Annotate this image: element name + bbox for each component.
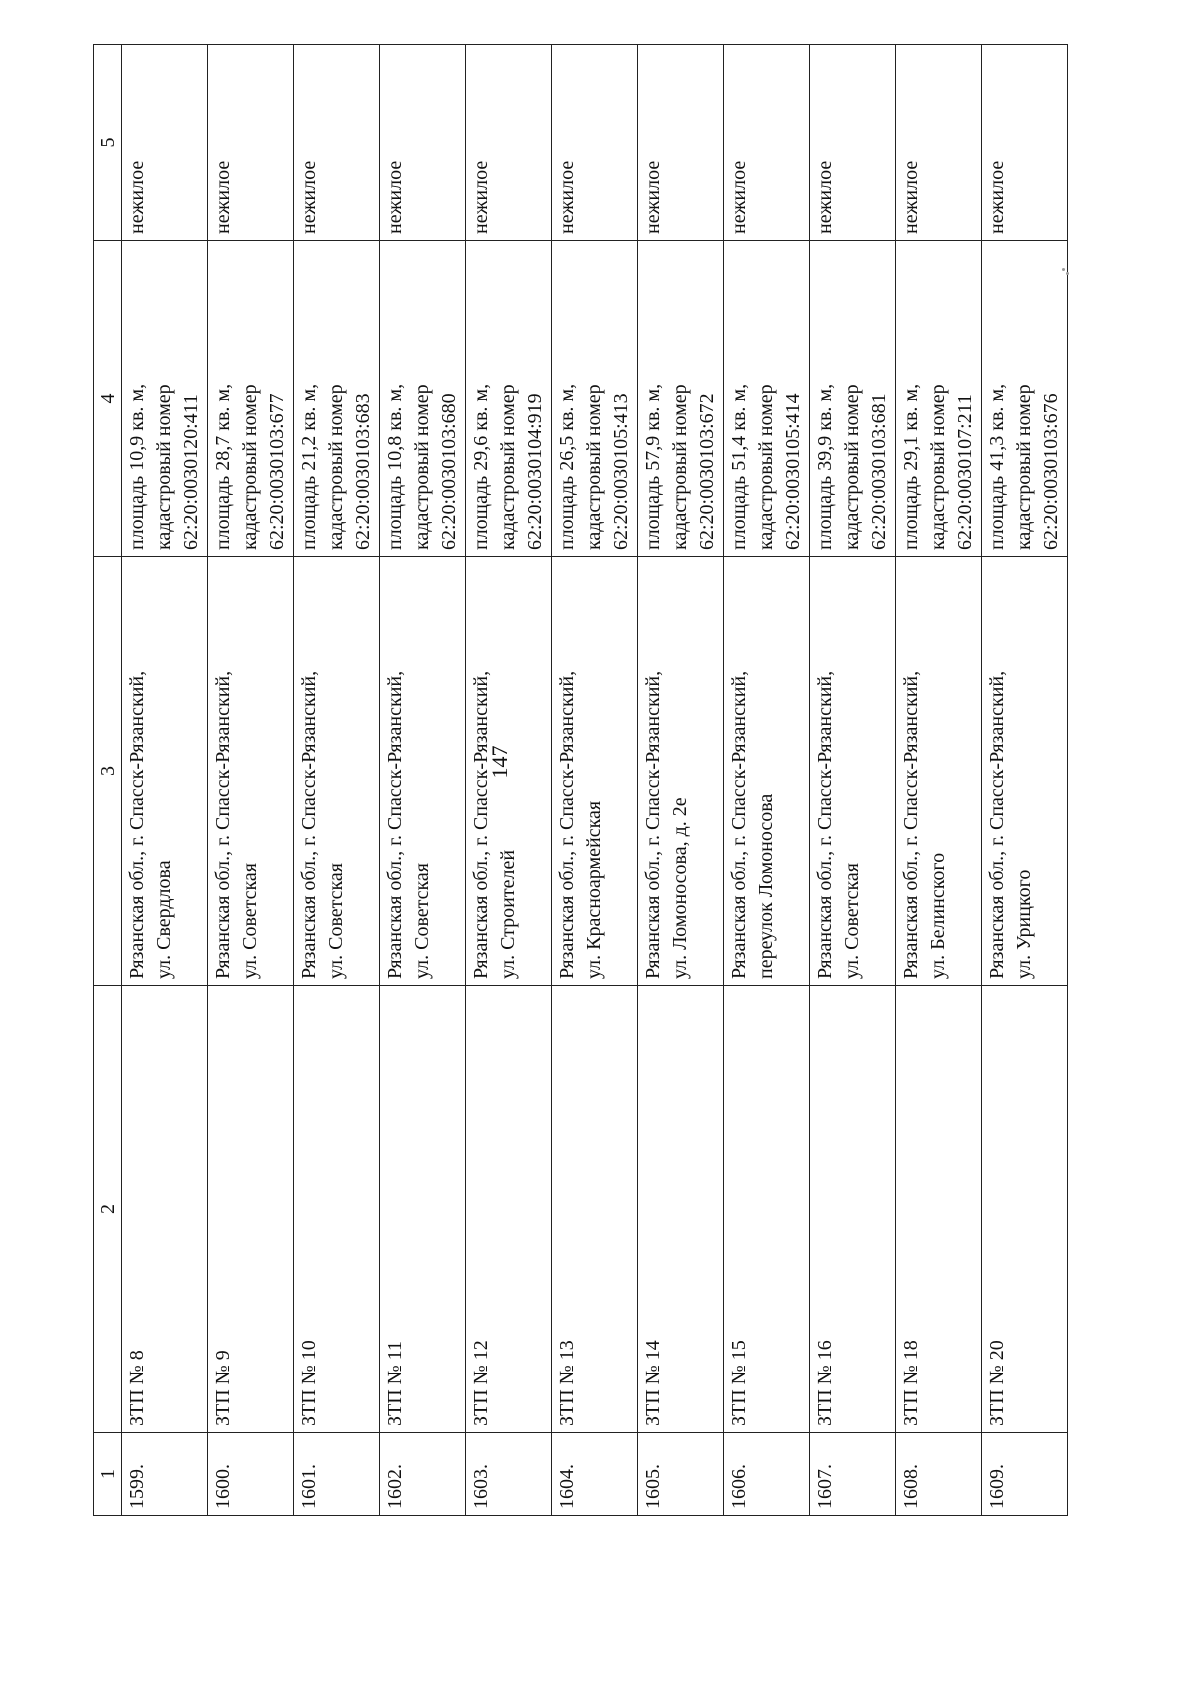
address-line-1: Рязанская обл., г. Спасск-Рязанский,	[728, 670, 750, 979]
address-line-1: Рязанская обл., г. Спасск-Рязанский,	[298, 670, 320, 979]
table-row	[724, 45, 810, 1516]
object-address	[380, 557, 466, 986]
object-description	[466, 241, 552, 557]
row-number: 1609.	[982, 1433, 1068, 1516]
area-line: площадь 29,1 кв. м,	[900, 383, 922, 550]
object-name: ЗТП № 16	[810, 986, 896, 1433]
object-address	[208, 557, 294, 986]
area-line: площадь 10,8 кв. м,	[384, 383, 406, 550]
area-line: площадь 39,9 кв. м,	[814, 383, 836, 550]
object-description	[208, 241, 294, 557]
cadastral-label: кадастровый номер	[669, 384, 691, 550]
object-address	[896, 557, 982, 986]
object-description	[982, 241, 1068, 557]
object-description	[552, 241, 638, 557]
header-cell-2: 2	[94, 986, 122, 1433]
address-line-2: ул. Ломоносова, д. 2е	[669, 797, 691, 979]
header-cell-5: 5	[94, 45, 122, 241]
address-line-1: Рязанская обл., г. Спасск-Рязанский,	[384, 670, 406, 979]
row-number: 1608.	[896, 1433, 982, 1516]
header-row	[94, 45, 122, 1516]
object-name: ЗТП № 15	[724, 986, 810, 1433]
object-address	[466, 557, 552, 986]
object-description	[896, 241, 982, 557]
address-line-2: ул. Советская	[325, 863, 347, 979]
header-cell-4: 4	[94, 241, 122, 557]
row-number: 1604.	[552, 1433, 638, 1516]
scan-speck	[1062, 268, 1065, 271]
object-address	[810, 557, 896, 986]
page-number: 147	[487, 745, 512, 779]
address-line-1: Рязанская обл., г. Спасск-Рязанский,	[126, 670, 148, 979]
row-number: 1602.	[380, 1433, 466, 1516]
object-type: нежилое	[638, 45, 724, 241]
property-table	[93, 44, 1068, 1516]
header-cell-3: 3	[94, 557, 122, 986]
address-line-2: ул. Красноармейская	[583, 800, 605, 979]
object-address	[294, 557, 380, 986]
cadastral-label: кадастровый номер	[239, 384, 261, 550]
cadastral-label: кадастровый номер	[1013, 384, 1035, 550]
area-line: площадь 57,9 кв. м,	[642, 383, 664, 550]
object-type: нежилое	[122, 45, 208, 241]
cadastral-number: 62:20:0030103:680	[438, 393, 460, 550]
object-address	[982, 557, 1068, 986]
address-line-1: Рязанская обл., г. Спасск-Рязанский,	[556, 670, 578, 979]
address-line-1: Рязанская обл., г. Спасск-Рязанский,	[986, 670, 1008, 979]
object-name: ЗТП № 10	[294, 986, 380, 1433]
object-name: ЗТП № 11	[380, 986, 466, 1433]
object-name: ЗТП № 14	[638, 986, 724, 1433]
object-type: нежилое	[208, 45, 294, 241]
address-line-2: переулок Ломоносова	[755, 793, 777, 979]
address-line-2: ул. Советская	[841, 863, 863, 979]
object-name: ЗТП № 12	[466, 986, 552, 1433]
object-type: нежилое	[982, 45, 1068, 241]
address-line-1: Рязанская обл., г. Спасск-Рязанский,	[642, 670, 664, 979]
table-row	[294, 45, 380, 1516]
object-name: ЗТП № 18	[896, 986, 982, 1433]
table-row	[466, 45, 552, 1516]
table-row	[896, 45, 982, 1516]
area-line: площадь 51,4 кв. м,	[728, 383, 750, 550]
cadastral-number: 62:20:0030103:676	[1040, 393, 1062, 550]
object-type: нежилое	[896, 45, 982, 241]
address-line-2: ул. Строителей	[497, 849, 519, 979]
cadastral-number: 62:20:0030104:919	[524, 393, 546, 550]
object-name: ЗТП № 20	[982, 986, 1068, 1433]
address-line-2: ул. Советская	[411, 863, 433, 979]
object-type: нежилое	[380, 45, 466, 241]
row-number: 1600.	[208, 1433, 294, 1516]
cadastral-number: 62:20:0030120:411	[180, 394, 202, 550]
cadastral-number: 62:20:0030103:677	[266, 393, 288, 550]
address-line-1: Рязанская обл., г. Спасск-Рязанский,	[470, 670, 492, 979]
scan-speck	[1066, 272, 1069, 275]
cadastral-number: 62:20:0030105:414	[782, 393, 804, 550]
object-name: ЗТП № 9	[208, 986, 294, 1433]
object-description	[122, 241, 208, 557]
object-address	[638, 557, 724, 986]
object-address	[122, 557, 208, 986]
cadastral-number: 62:20:0030105:413	[610, 393, 632, 550]
cadastral-label: кадастровый номер	[583, 384, 605, 550]
cadastral-label: кадастровый номер	[841, 384, 863, 550]
table-row	[982, 45, 1068, 1516]
object-name: ЗТП № 8	[122, 986, 208, 1433]
row-number: 1607.	[810, 1433, 896, 1516]
object-description	[380, 241, 466, 557]
area-line: площадь 28,7 кв. м,	[212, 383, 234, 550]
property-table-container	[93, 50, 1061, 1516]
cadastral-label: кадастровый номер	[153, 384, 175, 550]
address-line-2: ул. Советская	[239, 863, 261, 979]
table-row	[638, 45, 724, 1516]
cadastral-number: 62:20:0030103:672	[696, 393, 718, 550]
address-line-1: Рязанская обл., г. Спасск-Рязанский,	[212, 670, 234, 979]
cadastral-label: кадастровый номер	[411, 384, 433, 550]
area-line: площадь 41,3 кв. м,	[986, 383, 1008, 550]
table-row	[380, 45, 466, 1516]
header-cell-1: 1	[94, 1433, 122, 1516]
cadastral-label: кадастровый номер	[497, 384, 519, 550]
object-type: нежилое	[294, 45, 380, 241]
address-line-1: Рязанская обл., г. Спасск-Рязанский,	[900, 670, 922, 979]
object-description	[810, 241, 896, 557]
object-type: нежилое	[466, 45, 552, 241]
object-description	[724, 241, 810, 557]
cadastral-number: 62:20:0030107:211	[954, 394, 976, 550]
table-row	[208, 45, 294, 1516]
address-line-2: ул. Урицкого	[1013, 869, 1035, 979]
table-row	[810, 45, 896, 1516]
address-line-2: ул. Свердлова	[153, 860, 175, 979]
object-address	[552, 557, 638, 986]
address-line-1: Рязанская обл., г. Спасск-Рязанский,	[814, 670, 836, 979]
object-name: ЗТП № 13	[552, 986, 638, 1433]
row-number: 1606.	[724, 1433, 810, 1516]
object-description	[294, 241, 380, 557]
table-row	[122, 45, 208, 1516]
object-type: нежилое	[810, 45, 896, 241]
area-line: площадь 21,2 кв. м,	[298, 383, 320, 550]
address-line-2: ул. Белинского	[927, 852, 949, 979]
row-number: 1601.	[294, 1433, 380, 1516]
object-address	[724, 557, 810, 986]
row-number: 1603.	[466, 1433, 552, 1516]
cadastral-number: 62:20:0030103:681	[868, 393, 890, 550]
area-line: площадь 26,5 кв. м,	[556, 383, 578, 550]
object-type: нежилое	[724, 45, 810, 241]
area-line: площадь 10,9 кв. м,	[126, 383, 148, 550]
row-number: 1605.	[638, 1433, 724, 1516]
table-row	[552, 45, 638, 1516]
cadastral-label: кадастровый номер	[927, 384, 949, 550]
row-number: 1599.	[122, 1433, 208, 1516]
cadastral-label: кадастровый номер	[325, 384, 347, 550]
cadastral-number: 62:20:0030103:683	[352, 393, 374, 550]
cadastral-label: кадастровый номер	[755, 384, 777, 550]
object-type: нежилое	[552, 45, 638, 241]
area-line: площадь 29,6 кв. м,	[470, 383, 492, 550]
object-description	[638, 241, 724, 557]
